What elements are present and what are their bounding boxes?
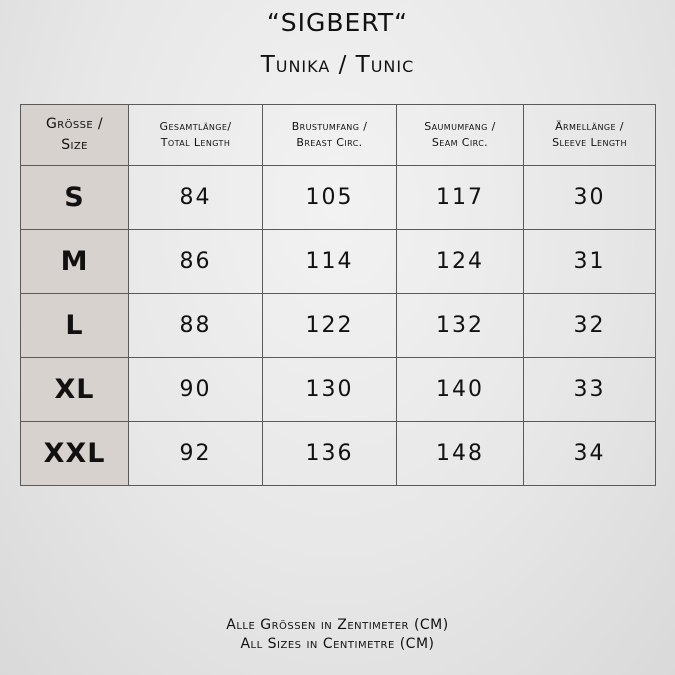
breast-circ-cell: 136 [263, 422, 397, 486]
header-breast-circ [263, 105, 397, 166]
seam-circ-cell: 124 [397, 230, 524, 294]
seam-circ-cell: 148 [397, 422, 524, 486]
header-seam-circ-de: Saumumfang / [424, 120, 496, 133]
header-sleeve-length-en: Sleeve Length [552, 136, 627, 149]
table-row [21, 358, 656, 422]
header-total-length-de: Gesamtlänge/ [159, 120, 232, 133]
breast-circ-cell: 105 [263, 166, 397, 230]
table-row [21, 230, 656, 294]
table-header-row [21, 105, 656, 166]
header-size [21, 105, 129, 166]
size-label-cell: M [21, 230, 129, 294]
size-chart-table [20, 104, 656, 486]
header-total-length-en: Total Length [160, 136, 231, 149]
header-total-length [129, 105, 263, 166]
header-seam-circ [397, 105, 524, 166]
breast-circ-cell: 130 [263, 358, 397, 422]
footnote-english: All Sizes in Centimetre (CM) [240, 636, 435, 652]
seam-circ-cell: 140 [397, 358, 524, 422]
header-breast-circ-en: Breast Circ. [296, 136, 363, 149]
size-label-cell: XL [21, 358, 129, 422]
header-size-de: Grösse / [45, 116, 104, 132]
header-size-en: Size [61, 137, 88, 153]
header-sleeve-length [524, 105, 656, 166]
total-length-cell: 92 [129, 422, 263, 486]
size-label-cell: L [21, 294, 129, 358]
seam-circ-cell: 117 [397, 166, 524, 230]
sleeve-length-cell: 33 [524, 358, 656, 422]
product-title: “SIGBERT“ [266, 8, 409, 37]
header-sleeve-length-de: Ärmellänge / [555, 120, 624, 133]
total-length-cell: 90 [129, 358, 263, 422]
header-breast-circ-de: Brustumfang / [291, 120, 368, 133]
size-label-cell: XXL [21, 422, 129, 486]
table-row [21, 166, 656, 230]
sleeve-length-cell: 31 [524, 230, 656, 294]
table-row [21, 422, 656, 486]
size-label-cell: S [21, 166, 129, 230]
total-length-cell: 88 [129, 294, 263, 358]
table-row [21, 294, 656, 358]
footnote-german: Alle Grössen in Zentimeter (CM) [226, 617, 449, 633]
breast-circ-cell: 114 [263, 230, 397, 294]
total-length-cell: 84 [129, 166, 263, 230]
seam-circ-cell: 132 [397, 294, 524, 358]
breast-circ-cell: 122 [263, 294, 397, 358]
total-length-cell: 86 [129, 230, 263, 294]
product-subtitle: Tunika / Tunic [260, 52, 415, 78]
sleeve-length-cell: 30 [524, 166, 656, 230]
header-seam-circ-en: Seam Circ. [431, 136, 489, 149]
sleeve-length-cell: 34 [524, 422, 656, 486]
sleeve-length-cell: 32 [524, 294, 656, 358]
